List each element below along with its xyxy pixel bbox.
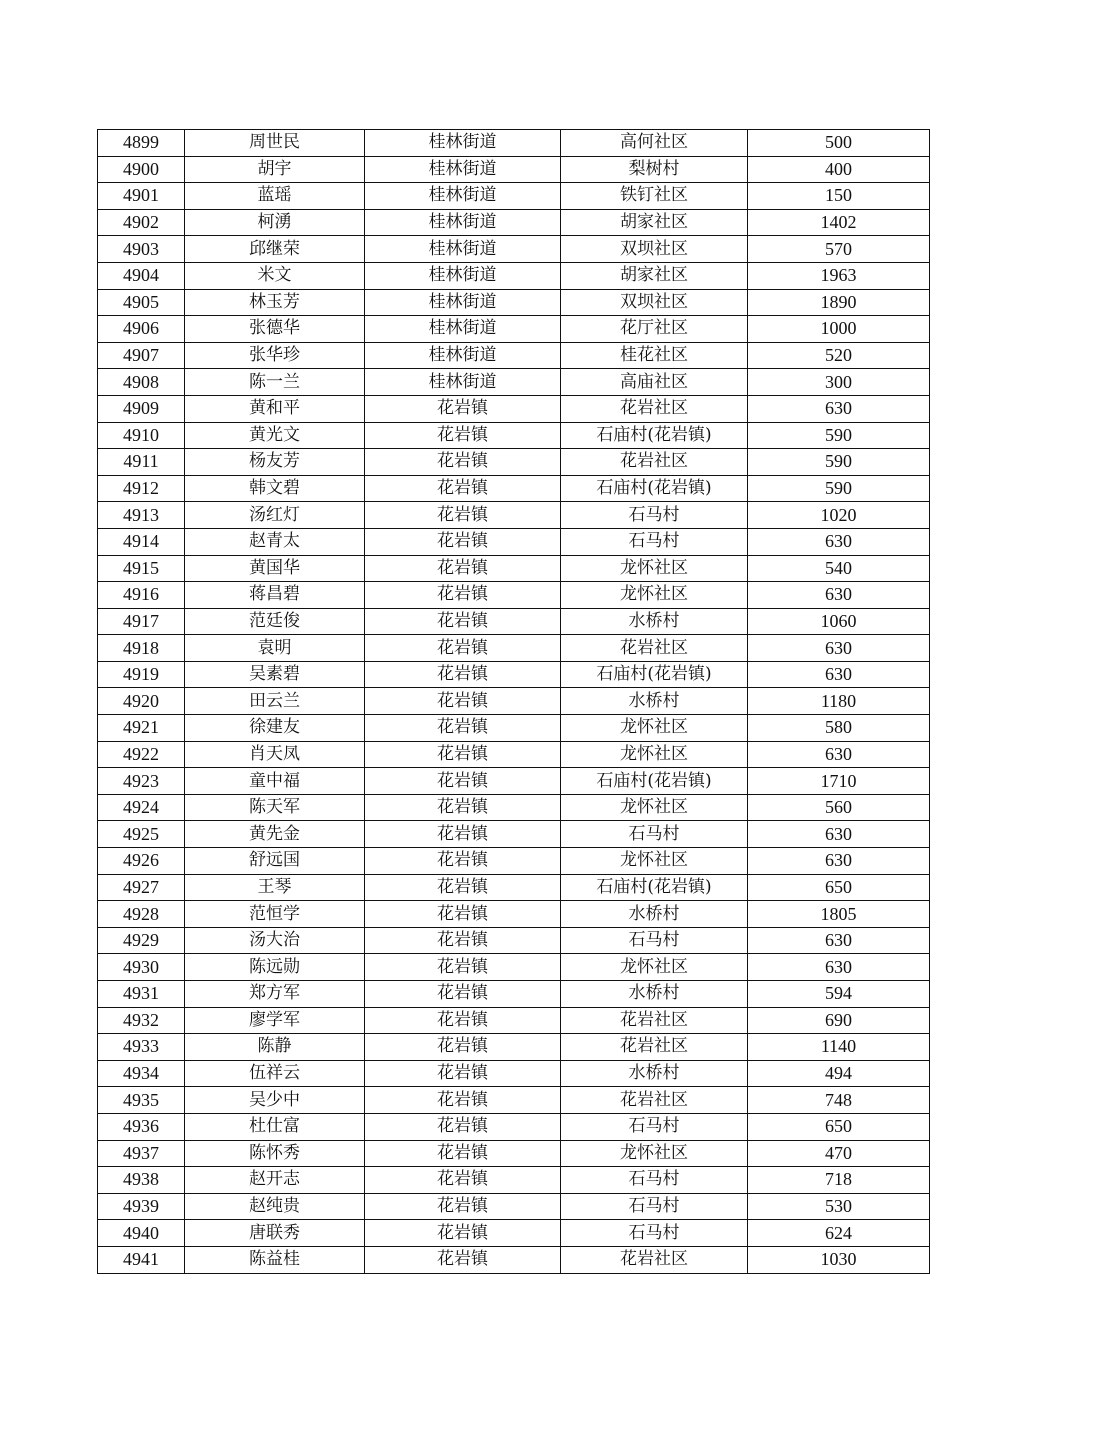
row-number-cell: 4934 [98, 1060, 185, 1087]
person-name-cell: 袁明 [185, 635, 365, 662]
table-row [98, 528, 930, 555]
amount-cell: 1020 [748, 502, 930, 529]
row-number-cell: 4926 [98, 848, 185, 875]
street-town-cell: 花岩镇 [365, 635, 561, 662]
amount-cell: 150 [748, 183, 930, 210]
person-name-cell: 童中福 [185, 768, 365, 795]
community-cell: 石马村 [561, 1167, 748, 1194]
row-number-cell: 4904 [98, 262, 185, 289]
table-row [98, 1113, 930, 1140]
street-town-cell: 花岩镇 [365, 502, 561, 529]
row-number-cell: 4909 [98, 395, 185, 422]
person-name-cell: 吴少中 [185, 1087, 365, 1114]
street-town-cell: 花岩镇 [365, 741, 561, 768]
table-body [98, 130, 930, 1274]
row-number-cell: 4940 [98, 1220, 185, 1247]
table-row [98, 901, 930, 928]
community-cell: 龙怀社区 [561, 741, 748, 768]
row-number-cell: 4938 [98, 1167, 185, 1194]
table-row [98, 289, 930, 316]
amount-cell: 1963 [748, 262, 930, 289]
row-number-cell: 4925 [98, 821, 185, 848]
community-cell: 双坝社区 [561, 289, 748, 316]
street-town-cell: 花岩镇 [365, 608, 561, 635]
row-number-cell: 4939 [98, 1193, 185, 1220]
street-town-cell: 花岩镇 [365, 794, 561, 821]
community-cell: 石马村 [561, 1113, 748, 1140]
row-number-cell: 4932 [98, 1007, 185, 1034]
person-name-cell: 肖天凤 [185, 741, 365, 768]
community-cell: 花岩社区 [561, 1007, 748, 1034]
table-row [98, 927, 930, 954]
street-town-cell: 花岩镇 [365, 688, 561, 715]
amount-cell: 1140 [748, 1034, 930, 1061]
person-name-cell: 徐建友 [185, 715, 365, 742]
person-name-cell: 赵纯贵 [185, 1193, 365, 1220]
amount-cell: 1402 [748, 209, 930, 236]
row-number-cell: 4921 [98, 715, 185, 742]
amount-cell: 650 [748, 874, 930, 901]
community-cell: 龙怀社区 [561, 715, 748, 742]
row-number-cell: 4941 [98, 1246, 185, 1273]
person-name-cell: 田云兰 [185, 688, 365, 715]
street-town-cell: 桂林街道 [365, 369, 561, 396]
row-number-cell: 4914 [98, 528, 185, 555]
row-number-cell: 4908 [98, 369, 185, 396]
person-name-cell: 赵青太 [185, 528, 365, 555]
amount-cell: 540 [748, 555, 930, 582]
row-number-cell: 4920 [98, 688, 185, 715]
table-row [98, 502, 930, 529]
row-number-cell: 4900 [98, 156, 185, 183]
community-cell: 石马村 [561, 502, 748, 529]
table-row [98, 130, 930, 157]
row-number-cell: 4924 [98, 794, 185, 821]
person-name-cell: 陈怀秀 [185, 1140, 365, 1167]
person-name-cell: 范廷俊 [185, 608, 365, 635]
person-name-cell: 林玉芳 [185, 289, 365, 316]
amount-cell: 718 [748, 1167, 930, 1194]
street-town-cell: 桂林街道 [365, 342, 561, 369]
person-name-cell: 张德华 [185, 316, 365, 343]
community-cell: 高何社区 [561, 130, 748, 157]
amount-cell: 400 [748, 156, 930, 183]
row-number-cell: 4923 [98, 768, 185, 795]
amount-cell: 494 [748, 1060, 930, 1087]
row-number-cell: 4912 [98, 475, 185, 502]
person-name-cell: 米文 [185, 262, 365, 289]
row-number-cell: 4913 [98, 502, 185, 529]
street-town-cell: 花岩镇 [365, 954, 561, 981]
amount-cell: 470 [748, 1140, 930, 1167]
community-cell: 双坝社区 [561, 236, 748, 263]
person-name-cell: 范恒学 [185, 901, 365, 928]
community-cell: 龙怀社区 [561, 954, 748, 981]
amount-cell: 594 [748, 981, 930, 1008]
street-town-cell: 花岩镇 [365, 1167, 561, 1194]
community-cell: 龙怀社区 [561, 1140, 748, 1167]
amount-cell: 1710 [748, 768, 930, 795]
person-name-cell: 吴素碧 [185, 661, 365, 688]
row-number-cell: 4935 [98, 1087, 185, 1114]
street-town-cell: 花岩镇 [365, 901, 561, 928]
table-row [98, 848, 930, 875]
data-table [97, 129, 930, 1274]
amount-cell: 630 [748, 927, 930, 954]
street-town-cell: 花岩镇 [365, 848, 561, 875]
amount-cell: 630 [748, 635, 930, 662]
table-row [98, 156, 930, 183]
amount-cell: 630 [748, 395, 930, 422]
community-cell: 花岩社区 [561, 449, 748, 476]
amount-cell: 590 [748, 475, 930, 502]
person-name-cell: 蓝瑶 [185, 183, 365, 210]
person-name-cell: 汤大治 [185, 927, 365, 954]
table-row [98, 395, 930, 422]
table-row [98, 635, 930, 662]
street-town-cell: 桂林街道 [365, 209, 561, 236]
community-cell: 水桥村 [561, 901, 748, 928]
street-town-cell: 花岩镇 [365, 1060, 561, 1087]
street-town-cell: 花岩镇 [365, 768, 561, 795]
amount-cell: 630 [748, 661, 930, 688]
person-name-cell: 赵开志 [185, 1167, 365, 1194]
table-row [98, 449, 930, 476]
community-cell: 石马村 [561, 1193, 748, 1220]
community-cell: 石马村 [561, 528, 748, 555]
community-cell: 胡家社区 [561, 209, 748, 236]
row-number-cell: 4902 [98, 209, 185, 236]
table-row [98, 954, 930, 981]
community-cell: 花岩社区 [561, 1087, 748, 1114]
street-town-cell: 花岩镇 [365, 1140, 561, 1167]
community-cell: 水桥村 [561, 688, 748, 715]
amount-cell: 630 [748, 848, 930, 875]
amount-cell: 1180 [748, 688, 930, 715]
row-number-cell: 4936 [98, 1113, 185, 1140]
street-town-cell: 桂林街道 [365, 262, 561, 289]
street-town-cell: 花岩镇 [365, 449, 561, 476]
row-number-cell: 4928 [98, 901, 185, 928]
person-name-cell: 黄先金 [185, 821, 365, 848]
person-name-cell: 王琴 [185, 874, 365, 901]
community-cell: 石马村 [561, 1220, 748, 1247]
amount-cell: 630 [748, 582, 930, 609]
amount-cell: 570 [748, 236, 930, 263]
community-cell: 花岩社区 [561, 1034, 748, 1061]
street-town-cell: 花岩镇 [365, 927, 561, 954]
table-row [98, 1007, 930, 1034]
community-cell: 石庙村(花岩镇) [561, 768, 748, 795]
amount-cell: 520 [748, 342, 930, 369]
table-row [98, 1060, 930, 1087]
amount-cell: 300 [748, 369, 930, 396]
person-name-cell: 黄光文 [185, 422, 365, 449]
amount-cell: 630 [748, 821, 930, 848]
row-number-cell: 4929 [98, 927, 185, 954]
row-number-cell: 4937 [98, 1140, 185, 1167]
row-number-cell: 4903 [98, 236, 185, 263]
row-number-cell: 4918 [98, 635, 185, 662]
row-number-cell: 4911 [98, 449, 185, 476]
community-cell: 石马村 [561, 927, 748, 954]
table-row [98, 688, 930, 715]
row-number-cell: 4899 [98, 130, 185, 157]
row-number-cell: 4917 [98, 608, 185, 635]
table-row [98, 1220, 930, 1247]
table-row [98, 555, 930, 582]
person-name-cell: 伍祥云 [185, 1060, 365, 1087]
community-cell: 石庙村(花岩镇) [561, 475, 748, 502]
table-row [98, 262, 930, 289]
street-town-cell: 花岩镇 [365, 715, 561, 742]
street-town-cell: 桂林街道 [365, 156, 561, 183]
community-cell: 梨树村 [561, 156, 748, 183]
community-cell: 龙怀社区 [561, 582, 748, 609]
amount-cell: 690 [748, 1007, 930, 1034]
amount-cell: 630 [748, 741, 930, 768]
street-town-cell: 花岩镇 [365, 1220, 561, 1247]
street-town-cell: 花岩镇 [365, 528, 561, 555]
amount-cell: 500 [748, 130, 930, 157]
table-row [98, 183, 930, 210]
person-name-cell: 汤红灯 [185, 502, 365, 529]
person-name-cell: 邱继荣 [185, 236, 365, 263]
community-cell: 水桥村 [561, 1060, 748, 1087]
street-town-cell: 花岩镇 [365, 475, 561, 502]
row-number-cell: 4910 [98, 422, 185, 449]
person-name-cell: 唐联秀 [185, 1220, 365, 1247]
community-cell: 石马村 [561, 821, 748, 848]
community-cell: 龙怀社区 [561, 794, 748, 821]
community-cell: 铁钉社区 [561, 183, 748, 210]
table-row [98, 741, 930, 768]
row-number-cell: 4915 [98, 555, 185, 582]
table-row [98, 1167, 930, 1194]
table-row [98, 236, 930, 263]
person-name-cell: 黄国华 [185, 555, 365, 582]
street-town-cell: 花岩镇 [365, 582, 561, 609]
amount-cell: 580 [748, 715, 930, 742]
community-cell: 花岩社区 [561, 635, 748, 662]
community-cell: 龙怀社区 [561, 555, 748, 582]
amount-cell: 1030 [748, 1246, 930, 1273]
street-town-cell: 花岩镇 [365, 1193, 561, 1220]
person-name-cell: 张华珍 [185, 342, 365, 369]
table-row [98, 369, 930, 396]
table-row [98, 768, 930, 795]
person-name-cell: 周世民 [185, 130, 365, 157]
community-cell: 高庙社区 [561, 369, 748, 396]
community-cell: 花厅社区 [561, 316, 748, 343]
amount-cell: 1890 [748, 289, 930, 316]
row-number-cell: 4916 [98, 582, 185, 609]
street-town-cell: 桂林街道 [365, 130, 561, 157]
amount-cell: 630 [748, 528, 930, 555]
table-row [98, 475, 930, 502]
community-cell: 花岩社区 [561, 1246, 748, 1273]
person-name-cell: 陈远勋 [185, 954, 365, 981]
row-number-cell: 4927 [98, 874, 185, 901]
row-number-cell: 4930 [98, 954, 185, 981]
row-number-cell: 4931 [98, 981, 185, 1008]
street-town-cell: 桂林街道 [365, 316, 561, 343]
amount-cell: 650 [748, 1113, 930, 1140]
table-row [98, 794, 930, 821]
table-row [98, 1034, 930, 1061]
street-town-cell: 花岩镇 [365, 981, 561, 1008]
table-row [98, 209, 930, 236]
street-town-cell: 花岩镇 [365, 555, 561, 582]
table-row [98, 661, 930, 688]
row-number-cell: 4933 [98, 1034, 185, 1061]
street-town-cell: 花岩镇 [365, 422, 561, 449]
row-number-cell: 4919 [98, 661, 185, 688]
community-cell: 龙怀社区 [561, 848, 748, 875]
table-row [98, 422, 930, 449]
amount-cell: 1805 [748, 901, 930, 928]
row-number-cell: 4901 [98, 183, 185, 210]
person-name-cell: 柯湧 [185, 209, 365, 236]
community-cell: 花岩社区 [561, 395, 748, 422]
community-cell: 胡家社区 [561, 262, 748, 289]
table-row [98, 981, 930, 1008]
street-town-cell: 花岩镇 [365, 1087, 561, 1114]
table-row [98, 1087, 930, 1114]
person-name-cell: 陈静 [185, 1034, 365, 1061]
community-cell: 水桥村 [561, 981, 748, 1008]
amount-cell: 748 [748, 1087, 930, 1114]
community-cell: 桂花社区 [561, 342, 748, 369]
table-row [98, 1246, 930, 1273]
street-town-cell: 桂林街道 [365, 236, 561, 263]
person-name-cell: 郑方军 [185, 981, 365, 1008]
row-number-cell: 4905 [98, 289, 185, 316]
person-name-cell: 陈天军 [185, 794, 365, 821]
amount-cell: 530 [748, 1193, 930, 1220]
community-cell: 水桥村 [561, 608, 748, 635]
table-row [98, 608, 930, 635]
table-row [98, 715, 930, 742]
community-cell: 石庙村(花岩镇) [561, 422, 748, 449]
amount-cell: 630 [748, 954, 930, 981]
street-town-cell: 桂林街道 [365, 183, 561, 210]
street-town-cell: 花岩镇 [365, 1007, 561, 1034]
street-town-cell: 花岩镇 [365, 821, 561, 848]
row-number-cell: 4906 [98, 316, 185, 343]
person-name-cell: 杜仕富 [185, 1113, 365, 1140]
table-row [98, 316, 930, 343]
table-row [98, 1193, 930, 1220]
community-cell: 石庙村(花岩镇) [561, 874, 748, 901]
row-number-cell: 4922 [98, 741, 185, 768]
amount-cell: 590 [748, 422, 930, 449]
street-town-cell: 花岩镇 [365, 1246, 561, 1273]
person-name-cell: 杨友芳 [185, 449, 365, 476]
person-name-cell: 韩文碧 [185, 475, 365, 502]
street-town-cell: 桂林街道 [365, 289, 561, 316]
person-name-cell: 舒远国 [185, 848, 365, 875]
table-row [98, 582, 930, 609]
amount-cell: 560 [748, 794, 930, 821]
street-town-cell: 花岩镇 [365, 1034, 561, 1061]
street-town-cell: 花岩镇 [365, 395, 561, 422]
person-name-cell: 陈益桂 [185, 1246, 365, 1273]
table-row [98, 821, 930, 848]
community-cell: 石庙村(花岩镇) [561, 661, 748, 688]
amount-cell: 590 [748, 449, 930, 476]
street-town-cell: 花岩镇 [365, 661, 561, 688]
table-row [98, 1140, 930, 1167]
amount-cell: 1000 [748, 316, 930, 343]
table-row [98, 342, 930, 369]
street-town-cell: 花岩镇 [365, 1113, 561, 1140]
person-name-cell: 蒋昌碧 [185, 582, 365, 609]
person-name-cell: 廖学军 [185, 1007, 365, 1034]
amount-cell: 624 [748, 1220, 930, 1247]
amount-cell: 1060 [748, 608, 930, 635]
person-name-cell: 陈一兰 [185, 369, 365, 396]
street-town-cell: 花岩镇 [365, 874, 561, 901]
person-name-cell: 胡宇 [185, 156, 365, 183]
row-number-cell: 4907 [98, 342, 185, 369]
table-row [98, 874, 930, 901]
person-name-cell: 黄和平 [185, 395, 365, 422]
